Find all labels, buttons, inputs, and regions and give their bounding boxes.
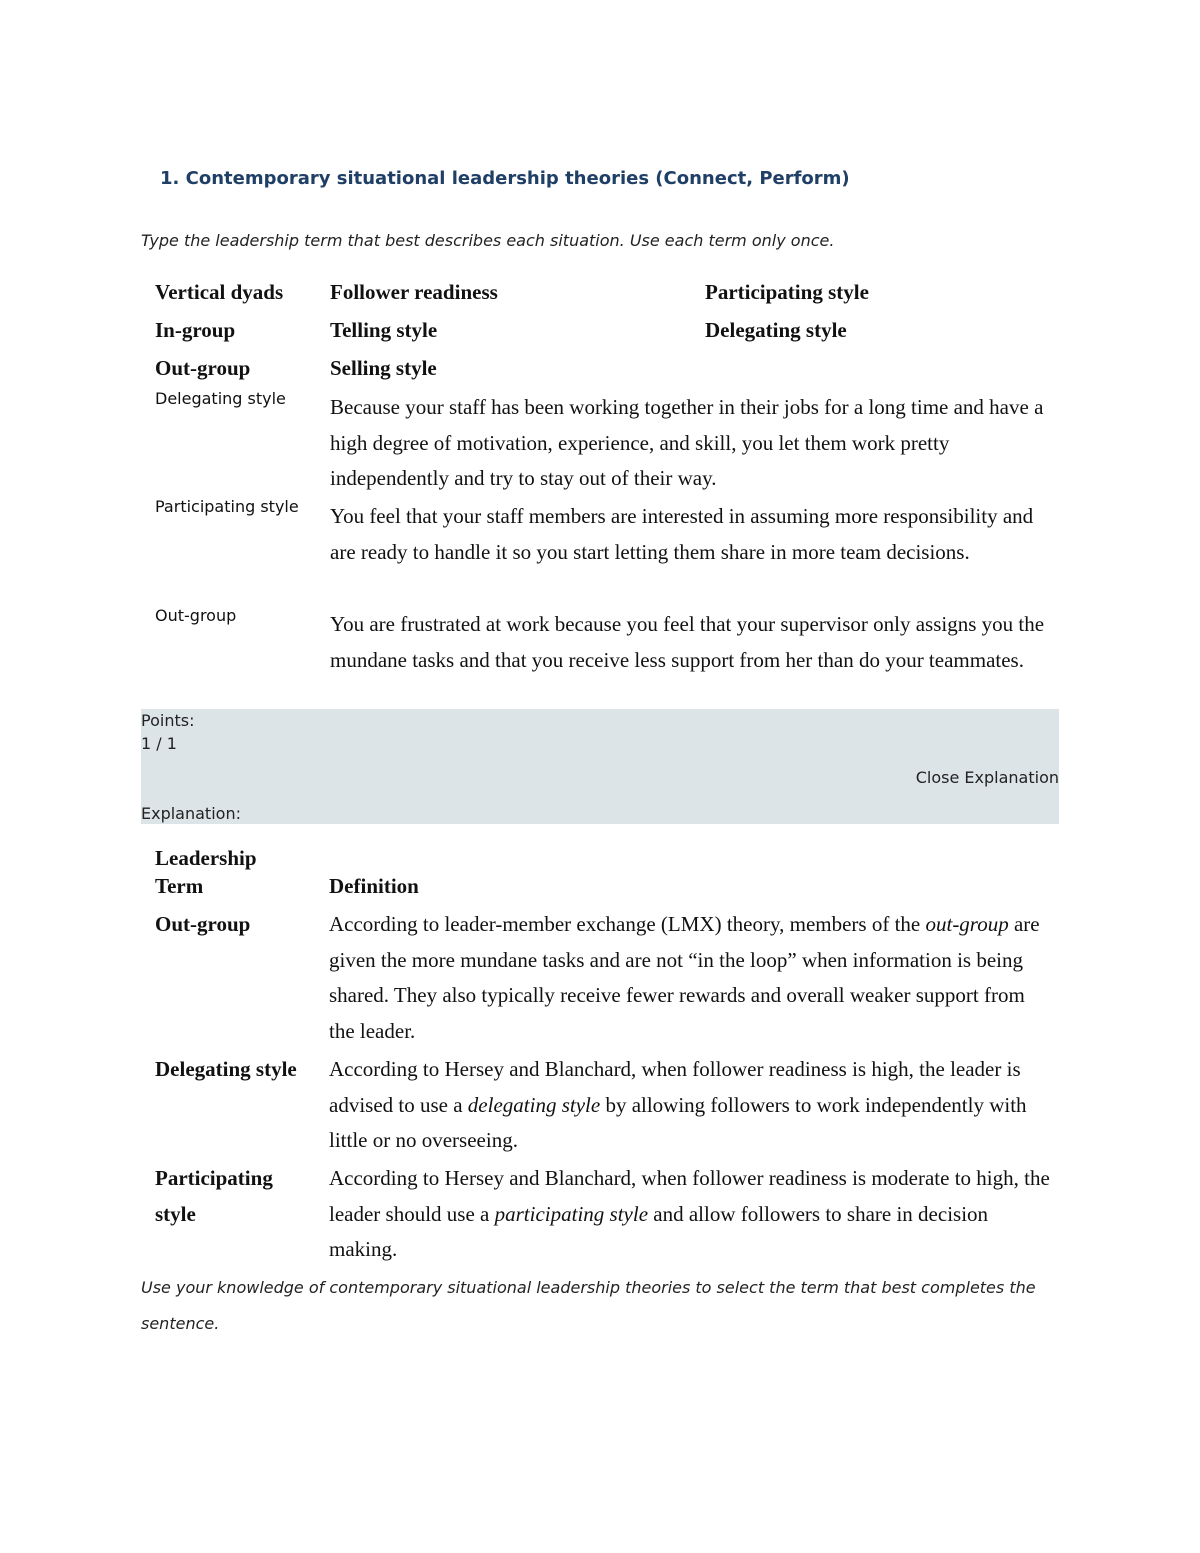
question-instruction: Type the leadership term that best describes each situation. Use each term only once.: [141, 231, 835, 250]
term-participating-style: Participating style: [705, 280, 869, 304]
answer-field-3[interactable]: Out-group: [155, 606, 237, 625]
close-explanation-button[interactable]: Close Explanation: [915, 768, 1059, 787]
term-in-group: In-group: [155, 318, 236, 342]
scenario-3: You are frustrated at work because you feel that your supervisor only assigns you the mundane tasks and that you receive less support from her than do your teammates.: [330, 612, 1045, 672]
points-panel: [141, 709, 1059, 824]
term-follower-readiness: Follower readiness: [330, 280, 498, 304]
term-telling-style: Telling style: [330, 318, 438, 342]
scenario-2: You feel that your staff members are interested in assuming more responsibility and are ready to handle it so you start letting them share in more team decisions.: [330, 504, 1034, 564]
def-text-participating-style: According to Hersey and Blanchard, when follower readiness is moderate to high, the leader should use a participating style and allow followers to share in decision making.: [329, 1166, 1050, 1261]
question-title: 1. Contemporary situational leadership theories (Connect, Perform): [160, 168, 850, 189]
answer-field-1[interactable]: Delegating style: [155, 389, 286, 408]
points-label: Points:: [141, 711, 195, 730]
header-definition: Definition: [329, 874, 419, 898]
header-leadership-term: Leadership Term: [155, 846, 257, 898]
def-term-delegating-style: Delegating style: [155, 1057, 297, 1081]
explanation-label: Explanation:: [141, 804, 241, 823]
def-text-out-group: According to leader-member exchange (LMX) theory, members of the out-group are given the more mundane tasks and are not “in the loop” when information is being shared. They also typically receive fewer rewards and overall weaker support from the leader.: [329, 912, 1040, 1043]
scenario-1: Because your staff has been working together in their jobs for a long time and have a high degree of motivation, experience, and skill, you let them work pretty independently and try to stay out of their way.: [330, 395, 1044, 490]
term-delegating-style: Delegating style: [705, 318, 847, 342]
answer-field-2[interactable]: Participating style: [155, 497, 299, 516]
followup-instruction: Use your knowledge of contemporary situational leadership theories to select the term that best completes the sentence.: [141, 1278, 1036, 1333]
def-term-out-group: Out-group: [155, 912, 251, 936]
points-value: 1 / 1: [141, 734, 177, 753]
term-out-group: Out-group: [155, 356, 251, 380]
term-selling-style: Selling style: [330, 356, 437, 380]
def-text-delegating-style: According to Hersey and Blanchard, when follower readiness is high, the leader is advised to use a delegating style by allowing followers to work independently with little or no overseeing.: [329, 1057, 1027, 1152]
def-term-participating-style: Participating style: [155, 1166, 273, 1226]
term-vertical-dyads: Vertical dyads: [155, 280, 284, 304]
